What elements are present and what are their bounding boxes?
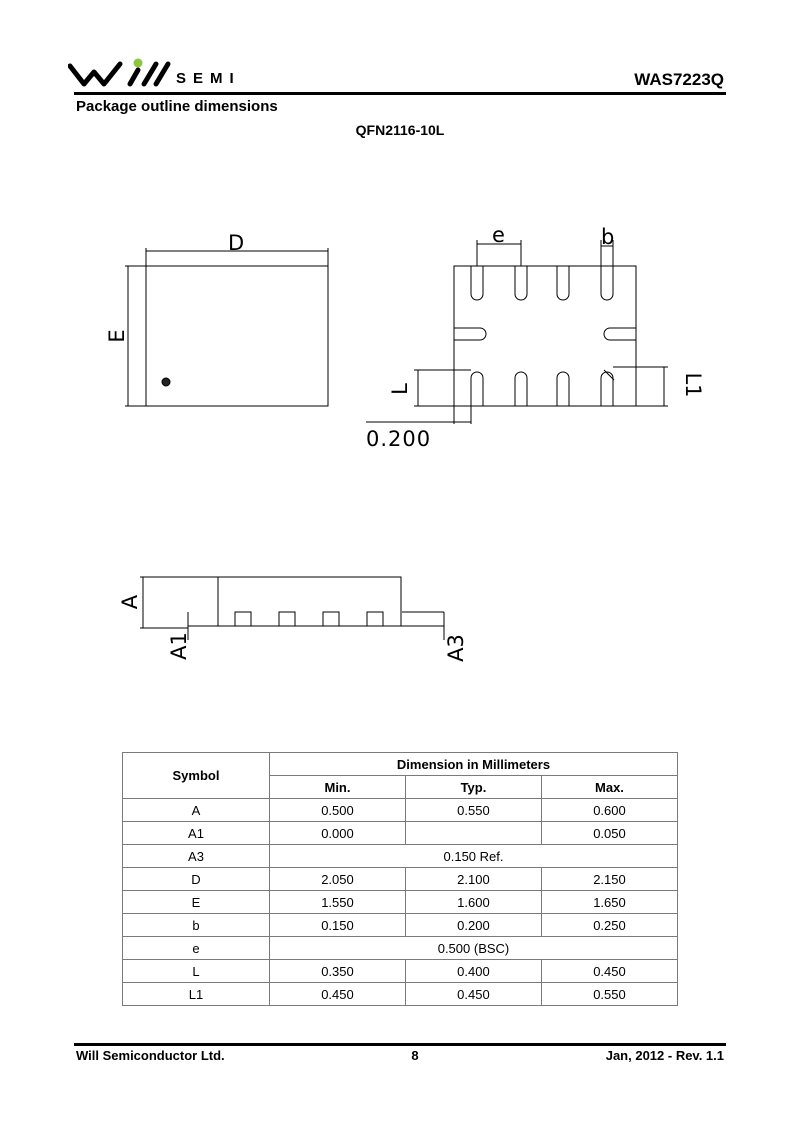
document-title: WAS7223Q <box>634 70 724 89</box>
bottom-view-body <box>454 266 636 406</box>
typ-header: Typ. <box>405 776 541 799</box>
min-cell: 0.150 <box>270 914 406 937</box>
max-header: Max. <box>541 776 677 799</box>
label-side-a: A <box>118 594 142 610</box>
pad-bottom-2 <box>515 372 527 406</box>
min-cell: 1.550 <box>270 891 406 914</box>
pad-top-2 <box>515 266 527 300</box>
min-cell: 0.450 <box>270 983 406 1006</box>
side-lead-3 <box>323 612 339 626</box>
side-view-mold <box>218 577 401 626</box>
max-cell: 0.250 <box>541 914 677 937</box>
label-top-e: E <box>105 329 129 343</box>
label-bottom-l1: L1 <box>681 372 705 398</box>
table-row <box>123 937 678 960</box>
group-header: Dimension in Millimeters <box>270 753 678 776</box>
revision-date: Jan, 2012 - Rev. 1.1 <box>605 1048 724 1063</box>
side-view <box>140 577 444 640</box>
label-bottom-b: b <box>601 225 615 249</box>
typ-cell: 0.400 <box>405 960 541 983</box>
min-header: Min. <box>270 776 406 799</box>
typ-cell <box>405 822 541 845</box>
side-lead-2 <box>279 612 295 626</box>
symbol-cell: A <box>123 799 270 822</box>
table-row <box>123 891 678 914</box>
max-cell: 0.600 <box>541 799 677 822</box>
label-bottom-offset: 0.200 <box>366 427 432 451</box>
pad-right <box>604 328 636 340</box>
table-row <box>123 845 678 868</box>
typ-cell: 0.200 <box>405 914 541 937</box>
top-view <box>125 248 328 406</box>
table-header-row <box>123 753 678 776</box>
typ-cell: 2.100 <box>405 868 541 891</box>
label-side-a1: A1 <box>167 632 191 660</box>
symbol-cell: E <box>123 891 270 914</box>
symbol-cell: L1 <box>123 983 270 1006</box>
pad-top-3 <box>557 266 569 300</box>
min-cell: 0.500 <box>270 799 406 822</box>
table-row <box>123 983 678 1006</box>
table-row <box>123 868 678 891</box>
max-cell: 2.150 <box>541 868 677 891</box>
footer-company: Will Semiconductor Ltd. <box>76 1048 225 1063</box>
bottom-view <box>366 240 668 424</box>
table-row <box>123 799 678 822</box>
logo-text: SEMI <box>176 70 241 87</box>
package-name: QFN2116-10L <box>355 122 445 138</box>
symbol-cell: A1 <box>123 822 270 845</box>
typ-cell: 1.600 <box>405 891 541 914</box>
merged-cell: 0.500 (BSC) <box>270 937 678 960</box>
symbol-cell: b <box>123 914 270 937</box>
label-side-a3: A3 <box>444 634 468 662</box>
page-number: 8 <box>411 1048 419 1063</box>
max-cell: 1.650 <box>541 891 677 914</box>
label-top-d: D <box>228 231 245 255</box>
table-row <box>123 914 678 937</box>
symbol-header: Symbol <box>123 753 270 799</box>
footer-divider <box>74 1043 726 1046</box>
typ-cell: 0.550 <box>405 799 541 822</box>
label-bottom-e: e <box>492 223 505 247</box>
section-heading: Package outline dimensions <box>76 98 278 115</box>
side-lead-1 <box>235 612 251 626</box>
merged-cell: 0.150 Ref. <box>270 845 678 868</box>
symbol-cell: L <box>123 960 270 983</box>
symbol-cell: A3 <box>123 845 270 868</box>
pad-bottom-3 <box>557 372 569 406</box>
max-cell: 0.050 <box>541 822 677 845</box>
symbol-cell: D <box>123 868 270 891</box>
side-lead-4 <box>367 612 383 626</box>
dimension-table <box>122 752 678 1006</box>
pad-left <box>454 328 486 340</box>
label-bottom-l: L <box>388 383 412 395</box>
top-view-body <box>146 266 328 406</box>
max-cell: 0.550 <box>541 983 677 1006</box>
pin1-marker <box>162 378 170 386</box>
table-row <box>123 960 678 983</box>
min-cell: 0.350 <box>270 960 406 983</box>
table-row <box>123 822 678 845</box>
min-cell: 0.000 <box>270 822 406 845</box>
min-cell: 2.050 <box>270 868 406 891</box>
symbol-cell: e <box>123 937 270 960</box>
pad-top-4 <box>601 266 613 300</box>
pad-bottom-1 <box>471 372 483 406</box>
pad-top-1 <box>471 266 483 300</box>
typ-cell: 0.450 <box>405 983 541 1006</box>
max-cell: 0.450 <box>541 960 677 983</box>
